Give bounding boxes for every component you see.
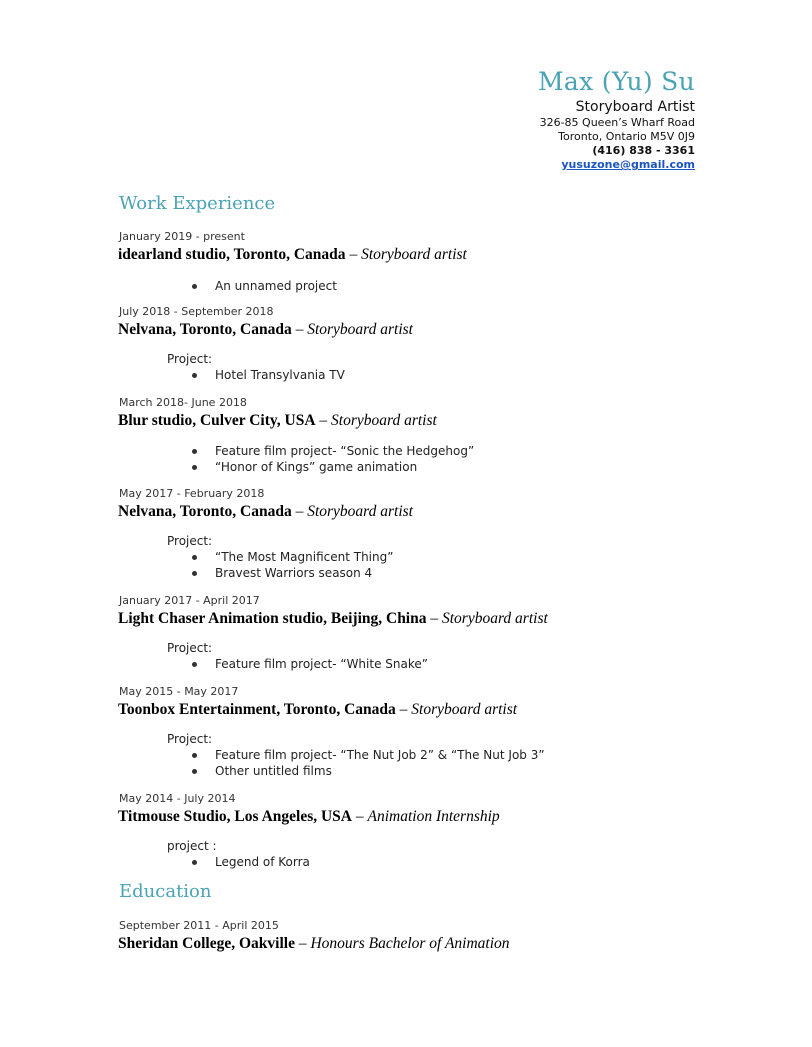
bullet-icon [192, 753, 197, 758]
job-entry [118, 396, 718, 475]
bullet-icon [192, 571, 197, 576]
job-title: Storyboard artist [442, 610, 548, 627]
job-company: Toonbox Entertainment, Toronto, Canada [118, 701, 396, 718]
job-heading [118, 807, 718, 826]
job-entry [118, 230, 718, 294]
project-list [118, 278, 718, 294]
job-entry [118, 487, 718, 581]
project-label: project : [167, 839, 217, 853]
education-separator: – [294, 935, 311, 952]
project-name: Hotel Transylvania TV [215, 368, 345, 382]
job-title: Animation Internship [367, 808, 500, 825]
project-label: Project: [167, 534, 213, 548]
email-link[interactable]: yusuzone@gmail.com [561, 158, 695, 171]
job-separator: – [315, 412, 332, 429]
project-name: Other untitled films [215, 764, 332, 778]
job-heading [118, 320, 718, 339]
bullet-icon [192, 769, 197, 774]
bullet-icon [192, 860, 197, 865]
education-heading [118, 934, 718, 953]
phone-number: (416) 838 - 3361 [592, 144, 695, 157]
school-name: Sheridan College, Oakville [118, 935, 295, 952]
resume-header [538, 66, 695, 172]
bullet-icon [192, 373, 197, 378]
job-title: Storyboard artist [307, 503, 413, 520]
job-date: January 2017 - April 2017 [119, 594, 260, 607]
list-item [118, 443, 718, 459]
job-date: May 2014 - July 2014 [119, 792, 236, 805]
project-list [118, 367, 718, 383]
bullet-icon [192, 449, 197, 454]
list-item [118, 565, 718, 581]
job-title: Storyboard artist [307, 321, 413, 338]
job-heading [118, 245, 718, 264]
job-entry [118, 685, 718, 779]
job-date: July 2018 - September 2018 [119, 305, 274, 318]
list-item [118, 656, 718, 672]
bullet-icon [192, 662, 197, 667]
job-company: Nelvana, Toronto, Canada [118, 503, 292, 520]
section-title-education: Education [119, 881, 212, 902]
project-list [118, 443, 718, 475]
job-heading [118, 700, 718, 719]
job-separator: – [395, 701, 412, 718]
project-list [118, 747, 718, 779]
list-item [118, 549, 718, 565]
candidate-role: Storyboard Artist [575, 99, 695, 115]
list-item [118, 367, 718, 383]
project-label: Project: [167, 352, 213, 366]
job-entry [118, 594, 718, 672]
candidate-name: Max (Yu) Su [538, 67, 695, 96]
list-item [118, 763, 718, 779]
job-heading [118, 609, 718, 628]
list-item [118, 747, 718, 763]
address-line-2: Toronto, Ontario M5V 0J9 [558, 130, 695, 143]
job-company: Nelvana, Toronto, Canada [118, 321, 292, 338]
job-separator: – [345, 246, 362, 263]
project-list [118, 549, 718, 581]
bullet-icon [192, 284, 197, 289]
job-date: March 2018- June 2018 [119, 396, 247, 409]
job-date: May 2017 - February 2018 [119, 487, 265, 500]
project-name: “Honor of Kings” game animation [215, 460, 418, 474]
job-title: Storyboard artist [411, 701, 518, 718]
bullet-icon [192, 555, 197, 560]
project-name: An unnamed project [215, 279, 337, 293]
address-line-1: 326-85 Queen’s Wharf Road [539, 116, 695, 129]
job-entry [118, 792, 718, 870]
project-name: Feature film project- “The Nut Job 2” & “The Nut Job 3” [215, 748, 545, 762]
job-title: Storyboard artist [331, 412, 437, 429]
project-list [118, 854, 718, 870]
job-heading [118, 502, 718, 521]
project-name: “The Most Magnificent Thing” [215, 550, 394, 564]
job-date: May 2015 - May 2017 [119, 685, 239, 698]
bullet-icon [192, 465, 197, 470]
job-date: January 2019 - present [119, 230, 245, 243]
education-entry [118, 919, 718, 953]
section-title-work: Work Experience [119, 193, 276, 214]
job-separator: – [351, 808, 368, 825]
list-item [118, 459, 718, 475]
education-date: September 2011 - April 2015 [119, 919, 279, 932]
project-label: Project: [167, 641, 213, 655]
job-company: Light Chaser Animation studio, Beijing, China [118, 610, 427, 627]
job-company: Blur studio, Culver City, USA [118, 412, 316, 429]
job-entry [118, 305, 718, 383]
job-separator: – [291, 503, 308, 520]
list-item [118, 854, 718, 870]
project-name: Legend of Korra [215, 855, 310, 869]
list-item [118, 278, 718, 294]
project-label: Project: [167, 732, 213, 746]
project-name: Feature film project- “Sonic the Hedgehog” [215, 444, 475, 458]
job-heading [118, 411, 718, 430]
job-company: idearland studio, Toronto, Canada [118, 246, 346, 263]
job-company: Titmouse Studio, Los Angeles, USA [118, 808, 352, 825]
job-title: Storyboard artist [361, 246, 467, 263]
job-separator: – [426, 610, 442, 627]
project-name: Bravest Warriors season 4 [215, 566, 373, 580]
project-name: Feature film project- “White Snake” [215, 657, 428, 671]
project-list [118, 656, 718, 672]
degree-title: Honours Bachelor of Animation [310, 935, 510, 952]
job-separator: – [291, 321, 308, 338]
